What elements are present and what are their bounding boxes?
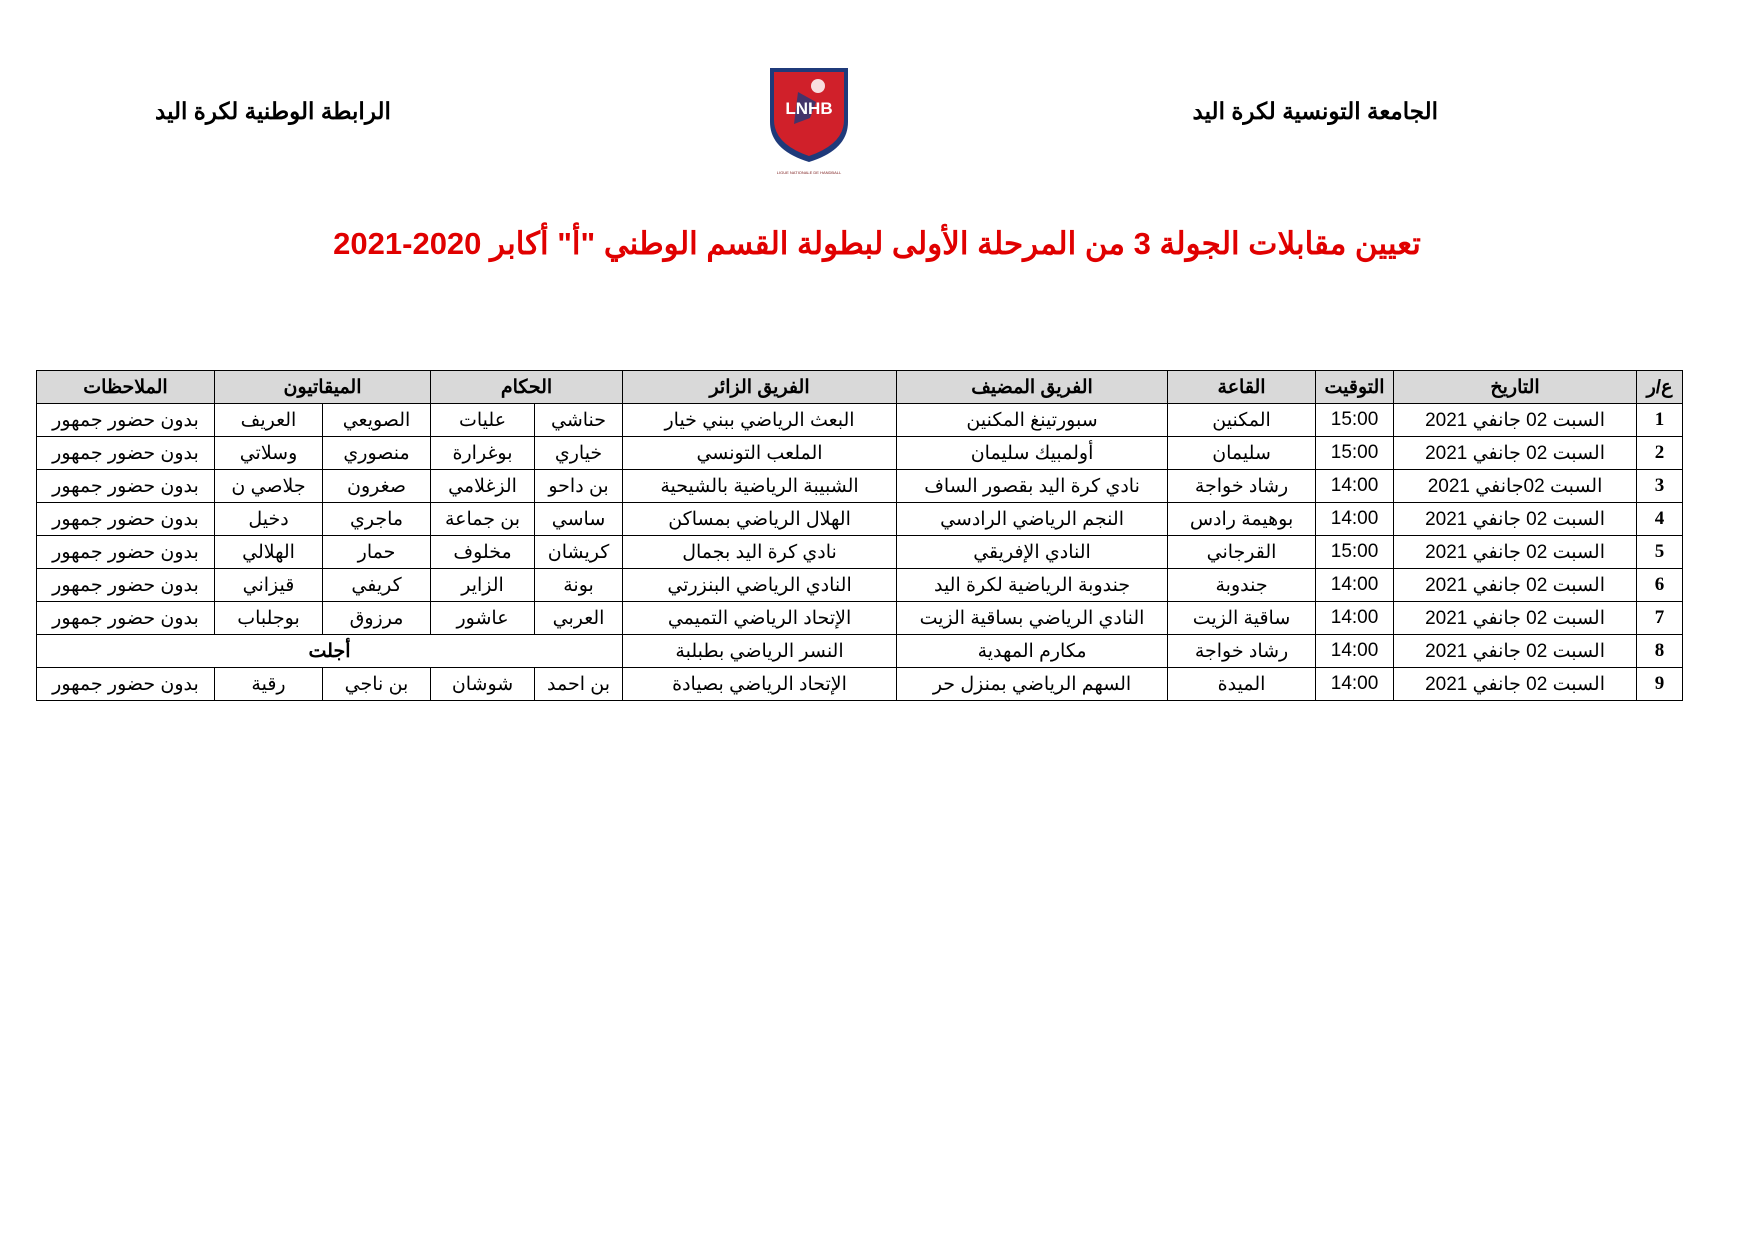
cell-notes: بدون حضور جمهور xyxy=(37,404,215,437)
cell-away: الملعب التونسي xyxy=(623,437,897,470)
cell-notes: بدون حضور جمهور xyxy=(37,536,215,569)
cell-venue: سليمان xyxy=(1168,437,1316,470)
cell-venue: القرجاني xyxy=(1168,536,1316,569)
cell-home: جندوبة الرياضية لكرة اليد xyxy=(897,569,1168,602)
cell-timekeeper-1: مرزوق xyxy=(323,602,431,635)
cell-timekeeper-2: العريف xyxy=(215,404,323,437)
cell-referee-1: بونة xyxy=(535,569,623,602)
cell-time: 14:00 xyxy=(1316,668,1394,701)
cell-date: السبت 02 جانفي 2021 xyxy=(1394,635,1637,668)
cell-referee-1: بن داحو xyxy=(535,470,623,503)
table-row xyxy=(37,635,1683,668)
cell-venue: المكنين xyxy=(1168,404,1316,437)
cell-referee-1: كريشان xyxy=(535,536,623,569)
cell-away: نادي كرة اليد بجمال xyxy=(623,536,897,569)
cell-num: 9 xyxy=(1637,668,1683,701)
cell-date: السبت 02 جانفي 2021 xyxy=(1394,437,1637,470)
cell-time: 14:00 xyxy=(1316,635,1394,668)
cell-time: 14:00 xyxy=(1316,470,1394,503)
cell-time: 15:00 xyxy=(1316,536,1394,569)
cell-num: 6 xyxy=(1637,569,1683,602)
cell-away: البعث الرياضي ببني خيار xyxy=(623,404,897,437)
col-header-referees: الحكام xyxy=(431,371,623,404)
table-row xyxy=(37,569,1683,602)
cell-home: نادي كرة اليد بقصور الساف xyxy=(897,470,1168,503)
col-header-home: الفريق المضيف xyxy=(897,371,1168,404)
cell-time: 14:00 xyxy=(1316,569,1394,602)
cell-num: 5 xyxy=(1637,536,1683,569)
cell-referee-2: عاشور xyxy=(431,602,535,635)
cell-notes: بدون حضور جمهور xyxy=(37,470,215,503)
cell-venue: رشاد خواجة xyxy=(1168,635,1316,668)
cell-home: السهم الرياضي بمنزل حر xyxy=(897,668,1168,701)
cell-notes: بدون حضور جمهور xyxy=(37,602,215,635)
cell-referee-2: مخلوف xyxy=(431,536,535,569)
cell-timekeeper-2: وسلاتي xyxy=(215,437,323,470)
cell-timekeeper-1: الصويعي xyxy=(323,404,431,437)
cell-referee-1: العربي xyxy=(535,602,623,635)
col-header-num: ع/ر xyxy=(1637,371,1683,404)
cell-timekeeper-1: حمار xyxy=(323,536,431,569)
col-header-timekeepers: الميقاتيون xyxy=(215,371,431,404)
cell-date: السبت 02 جانفي 2021 xyxy=(1394,668,1637,701)
table-header-row xyxy=(37,371,1683,404)
cell-venue: الميدة xyxy=(1168,668,1316,701)
cell-timekeeper-2: رقية xyxy=(215,668,323,701)
col-header-date: التاريخ xyxy=(1394,371,1637,404)
cell-date: السبت 02 جانفي 2021 xyxy=(1394,602,1637,635)
cell-time: 14:00 xyxy=(1316,503,1394,536)
cell-home: سبورتينغ المكنين xyxy=(897,404,1168,437)
logo-text: LNHB xyxy=(785,99,833,118)
cell-referee-2: بوغرارة xyxy=(431,437,535,470)
page-title: تعيين مقابلات الجولة 3 من المرحلة الأولى لبطولة القسم الوطني "أ" أكابر 2020-2021 xyxy=(333,226,1421,261)
cell-timekeeper-2: الهلالي xyxy=(215,536,323,569)
cell-time: 14:00 xyxy=(1316,602,1394,635)
cell-home: أولمبيك سليمان xyxy=(897,437,1168,470)
cell-date: السبت 02 جانفي 2021 xyxy=(1394,404,1637,437)
col-header-notes: الملاحظات xyxy=(37,371,215,404)
cell-date: السبت 02 جانفي 2021 xyxy=(1394,536,1637,569)
cell-timekeeper-1: منصوري xyxy=(323,437,431,470)
cell-timekeeper-1: كريفي xyxy=(323,569,431,602)
cell-num: 7 xyxy=(1637,602,1683,635)
cell-time: 15:00 xyxy=(1316,437,1394,470)
cell-referee-2: عليات xyxy=(431,404,535,437)
cell-referee-1: خياري xyxy=(535,437,623,470)
col-header-time: التوقيت xyxy=(1316,371,1394,404)
cell-venue: بوهيمة رادس xyxy=(1168,503,1316,536)
cell-referee-1: حناشي xyxy=(535,404,623,437)
table-row xyxy=(37,668,1683,701)
cell-date: السبت 02 جانفي 2021 xyxy=(1394,503,1637,536)
cell-away: الإتحاد الرياضي التميمي xyxy=(623,602,897,635)
cell-timekeeper-1: ماجري xyxy=(323,503,431,536)
cell-away: الإتحاد الرياضي بصيادة xyxy=(623,668,897,701)
cell-notes: بدون حضور جمهور xyxy=(37,569,215,602)
col-header-venue: القاعة xyxy=(1168,371,1316,404)
cell-home: مكارم المهدية xyxy=(897,635,1168,668)
cell-home: النجم الرياضي الرادسي xyxy=(897,503,1168,536)
cell-notes: بدون حضور جمهور xyxy=(37,503,215,536)
cell-num: 8 xyxy=(1637,635,1683,668)
table-row xyxy=(37,602,1683,635)
cell-away: النادي الرياضي البنزرتي xyxy=(623,569,897,602)
cell-home: النادي الرياضي بساقية الزيت xyxy=(897,602,1168,635)
cell-date: السبت 02 جانفي 2021 xyxy=(1394,569,1637,602)
federation-name: الجامعة التونسية لكرة اليد xyxy=(1192,98,1438,124)
cell-postponed: أجلت xyxy=(37,635,623,668)
cell-time: 15:00 xyxy=(1316,404,1394,437)
cell-home: النادي الإفريقي xyxy=(897,536,1168,569)
col-header-away: الفريق الزائر xyxy=(623,371,897,404)
cell-timekeeper-2: بوجلباب xyxy=(215,602,323,635)
cell-timekeeper-1: صغرون xyxy=(323,470,431,503)
cell-venue: ساقية الزيت xyxy=(1168,602,1316,635)
cell-timekeeper-1: بن ناجي xyxy=(323,668,431,701)
cell-num: 4 xyxy=(1637,503,1683,536)
cell-venue: جندوبة xyxy=(1168,569,1316,602)
cell-notes: بدون حضور جمهور xyxy=(37,437,215,470)
cell-away: الشبيبة الرياضية بالشيحية xyxy=(623,470,897,503)
cell-notes: بدون حضور جمهور xyxy=(37,668,215,701)
cell-timekeeper-2: جلاصي ن xyxy=(215,470,323,503)
cell-num: 3 xyxy=(1637,470,1683,503)
cell-timekeeper-2: قيزاني xyxy=(215,569,323,602)
table-row xyxy=(37,470,1683,503)
cell-away: الهلال الرياضي بمساكن xyxy=(623,503,897,536)
cell-venue: رشاد خواجة xyxy=(1168,470,1316,503)
cell-referee-2: بن جماعة xyxy=(431,503,535,536)
table-row xyxy=(37,437,1683,470)
table-row xyxy=(37,503,1683,536)
cell-num: 2 xyxy=(1637,437,1683,470)
cell-away: النسر الرياضي بطبلبة xyxy=(623,635,897,668)
table-row xyxy=(37,404,1683,437)
cell-referee-1: ساسي xyxy=(535,503,623,536)
cell-referee-2: الزاير xyxy=(431,569,535,602)
cell-date: السبت 02جانفي 2021 xyxy=(1394,470,1637,503)
cell-num: 1 xyxy=(1637,404,1683,437)
table-row xyxy=(37,536,1683,569)
lnhb-logo xyxy=(758,62,860,180)
cell-referee-2: شوشان xyxy=(431,668,535,701)
match-schedule-table xyxy=(36,370,1683,701)
logo-caption: LIGUE NATIONALE DE HANDBALL xyxy=(776,170,842,175)
cell-referee-2: الزغلامي xyxy=(431,470,535,503)
cell-timekeeper-2: دخيل xyxy=(215,503,323,536)
league-name: الرابطة الوطنية لكرة اليد xyxy=(155,98,391,124)
cell-referee-1: بن احمد xyxy=(535,668,623,701)
